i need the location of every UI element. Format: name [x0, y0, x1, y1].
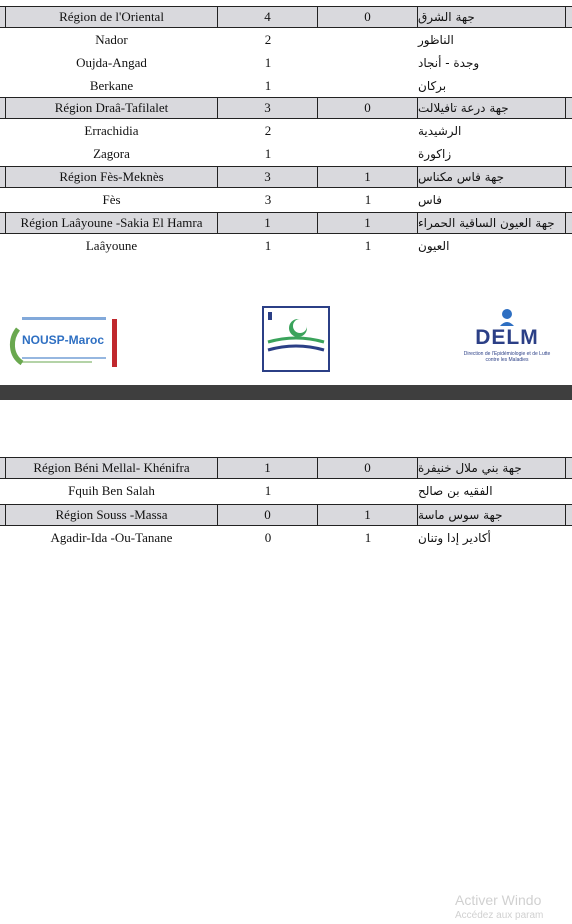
- french-name-cell: Agadir-Ida -Ou-Tanane: [50, 530, 173, 545]
- french-name-cell: Zagora: [93, 146, 130, 161]
- region-row: [0, 6, 572, 28]
- arabic-name-cell: جهة فاس مكناس: [418, 167, 566, 187]
- city-row: [0, 120, 572, 142]
- city-row: [0, 527, 572, 549]
- count-2-cell: 1: [364, 238, 372, 253]
- count-1-cell: 2: [264, 123, 272, 138]
- count-1-cell: 4: [218, 7, 318, 27]
- watermark-line-1: Activer Windo: [455, 892, 542, 908]
- count-2-cell: 1: [364, 530, 372, 545]
- city-row: [0, 480, 572, 502]
- city-row: [0, 75, 572, 97]
- city-row: [0, 189, 572, 211]
- french-name-cell: Nador: [95, 32, 128, 47]
- region-row: [0, 97, 572, 119]
- count-2-cell: [318, 143, 418, 165]
- ministry-emblem-logo: [262, 306, 330, 372]
- count-2-cell: 0: [318, 458, 418, 478]
- arabic-name-cell: جهة درعة تافيلالت: [418, 98, 566, 118]
- arabic-name-cell: جهة بني ملال خنيفرة: [418, 458, 566, 478]
- count-1-cell: 1: [218, 213, 318, 233]
- french-name-cell: Région de l'Oriental: [5, 7, 218, 27]
- count-2-cell: 1: [364, 192, 372, 207]
- document-page-1: [0, 0, 572, 385]
- french-name-cell: Fquih Ben Salah: [68, 483, 155, 498]
- delm-logo-subtitle: Direction de l'Epidémiologie et de Lutte contre les Maladies: [463, 351, 551, 363]
- french-name-cell: Région Souss -Massa: [5, 505, 218, 525]
- count-2-cell: [318, 480, 418, 502]
- region-row: [0, 212, 572, 234]
- count-1-cell: 1: [264, 55, 272, 70]
- watermark-line-2: Accédez aux param: [455, 910, 544, 921]
- french-name-cell: Région Béni Mellal- Khénifra: [5, 458, 218, 478]
- count-1-cell: 3: [264, 192, 272, 207]
- french-name-cell: Berkane: [89, 78, 134, 93]
- city-row: [0, 29, 572, 51]
- count-1-cell: 0: [264, 530, 272, 545]
- french-name-cell: Région Laâyoune -Sakia El Hamra: [5, 213, 218, 233]
- page-separator: [0, 385, 572, 400]
- count-1-cell: 1: [264, 238, 272, 253]
- city-row: [0, 52, 572, 74]
- city-row: [0, 235, 572, 257]
- count-2-cell: 0: [318, 98, 418, 118]
- arabic-name-cell: أكادير إدا وتنان: [418, 531, 491, 545]
- arabic-name-cell: وجدة - أنجاد: [418, 56, 480, 70]
- arabic-name-cell: بركان: [418, 79, 447, 93]
- count-2-cell: 1: [318, 505, 418, 525]
- arabic-name-cell: فاس: [418, 193, 443, 207]
- arabic-name-cell: الفقيه بن صالح: [418, 484, 493, 498]
- french-name-cell: Errachidia: [84, 123, 139, 138]
- city-row: [0, 143, 572, 165]
- french-name-cell: Laâyoune: [85, 238, 138, 253]
- count-1-cell: 3: [218, 167, 318, 187]
- nousp-maroc-logo: [8, 315, 120, 371]
- delm-logo: [462, 308, 552, 374]
- arabic-name-cell: جهة الشرق: [418, 7, 566, 27]
- arabic-name-cell: جهة العيون الساقية الحمراء: [418, 213, 566, 233]
- count-1-cell: 1: [264, 78, 272, 93]
- count-2-cell: 1: [318, 167, 418, 187]
- region-row: [0, 166, 572, 188]
- arabic-name-cell: الرشيدية: [418, 124, 462, 138]
- region-row: [0, 504, 572, 526]
- arabic-name-cell: زاكورة: [418, 147, 452, 161]
- count-2-cell: 1: [318, 213, 418, 233]
- count-2-cell: [318, 120, 418, 142]
- count-1-cell: 2: [264, 32, 272, 47]
- arabic-name-cell: جهة سوس ماسة: [418, 505, 566, 525]
- count-1-cell: 1: [218, 458, 318, 478]
- count-1-cell: 3: [218, 98, 318, 118]
- count-1-cell: 1: [264, 483, 272, 498]
- count-1-cell: 1: [264, 146, 272, 161]
- count-2-cell: [318, 75, 418, 97]
- french-name-cell: Fès: [102, 192, 121, 207]
- nousp-logo-text: NOUSP-Maroc: [22, 333, 105, 347]
- activate-windows-watermark: [455, 892, 543, 924]
- region-row: [0, 457, 572, 479]
- count-2-cell: [318, 52, 418, 74]
- arabic-name-cell: الناظور: [418, 33, 454, 47]
- count-2-cell: 0: [318, 7, 418, 27]
- document-page-2: [0, 400, 572, 921]
- french-name-cell: Région Fès-Meknès: [5, 167, 218, 187]
- arabic-name-cell: العيون: [418, 239, 450, 253]
- french-name-cell: Région Draâ-Tafilalet: [5, 98, 218, 118]
- count-1-cell: 0: [218, 505, 318, 525]
- delm-logo-text: DELM: [475, 326, 539, 349]
- count-2-cell: [318, 29, 418, 51]
- french-name-cell: Oujda-Angad: [76, 55, 147, 70]
